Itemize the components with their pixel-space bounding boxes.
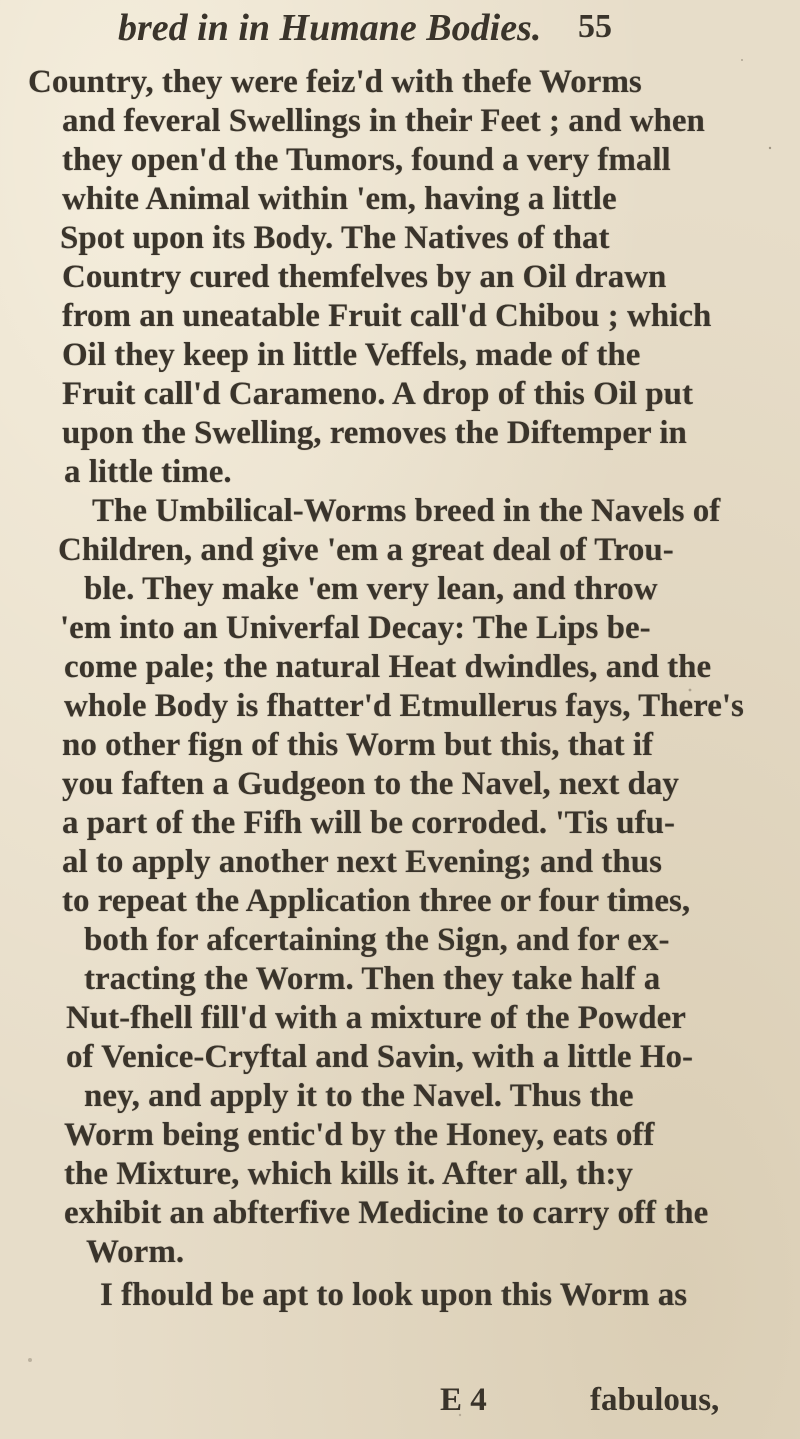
text-line: Worm being entic'd by the Honey, eats off	[64, 1117, 655, 1153]
text-line: and feveral Swellings in their Feet ; and when	[62, 103, 705, 139]
signature-mark: E 4	[440, 1382, 487, 1418]
text-line: upon the Swelling, removes the Diftemper in	[62, 415, 687, 451]
text-line: they open'd the Tumors, found a very fmall	[62, 142, 671, 178]
page-number: 55	[578, 8, 612, 45]
text-line: al to apply another next Evening; and thus	[62, 844, 662, 880]
text-line: Country, they were feiz'd with thefe Worms	[28, 64, 642, 100]
text-line: from an uneatable Fruit call'd Chibou ; which	[62, 298, 712, 334]
catchword: fabulous,	[590, 1382, 720, 1418]
text-line: the Mixture, which kills it. After all, th:y	[64, 1156, 633, 1192]
text-line: Nut-fhell fill'd with a mixture of the Powder	[66, 1000, 686, 1036]
text-line: of Venice-Cryftal and Savin, with a little Ho-	[66, 1039, 693, 1075]
text-line: Country cured themfelves by an Oil drawn	[62, 259, 667, 295]
running-head	[118, 6, 618, 58]
text-line: tracting the Worm. Then they take half a	[84, 961, 661, 997]
text-line: I fhould be apt to look upon this Worm as	[100, 1277, 688, 1313]
text-line: Children, and give 'em a great deal of Trou-	[58, 532, 674, 568]
text-line: come pale; the natural Heat dwindles, and the	[64, 649, 712, 685]
text-line: ney, and apply it to the Navel. Thus the	[84, 1078, 634, 1114]
text-line: you faften a Gudgeon to the Navel, next day	[62, 766, 679, 802]
text-line: Fruit call'd Carameno. A drop of this Oil put	[62, 376, 694, 412]
text-line: exhibit an abfterfive Medicine to carry off the	[64, 1195, 709, 1231]
text-line: both for afcertaining the Sign, and for ex-	[84, 922, 670, 958]
text-line: ble. They make 'em very lean, and throw	[84, 571, 658, 607]
text-line: a little time.	[64, 454, 232, 490]
text-line: Spot upon its Body. The Natives of that	[60, 220, 610, 256]
text-line: white Animal within 'em, having a little	[62, 181, 617, 217]
text-line: whole Body is fhatter'd Etmullerus fays, There's	[64, 688, 744, 724]
text-line: no other fign of this Worm but this, that if	[62, 727, 654, 763]
text-line: 'em into an Univerfal Decay: The Lips be-	[60, 610, 651, 646]
text-line: The Umbilical-Worms breed in the Navels of	[92, 493, 721, 529]
running-title: bred in in Humane Bodies.	[118, 7, 542, 49]
text-line: a part of the Fifh will be corroded. 'Tis ufu-	[62, 805, 675, 841]
text-line: to repeat the Application three or four times,	[62, 883, 691, 919]
text-line: Oil they keep in little Veffels, made of the	[62, 337, 641, 373]
text-line: Worm.	[86, 1234, 185, 1270]
